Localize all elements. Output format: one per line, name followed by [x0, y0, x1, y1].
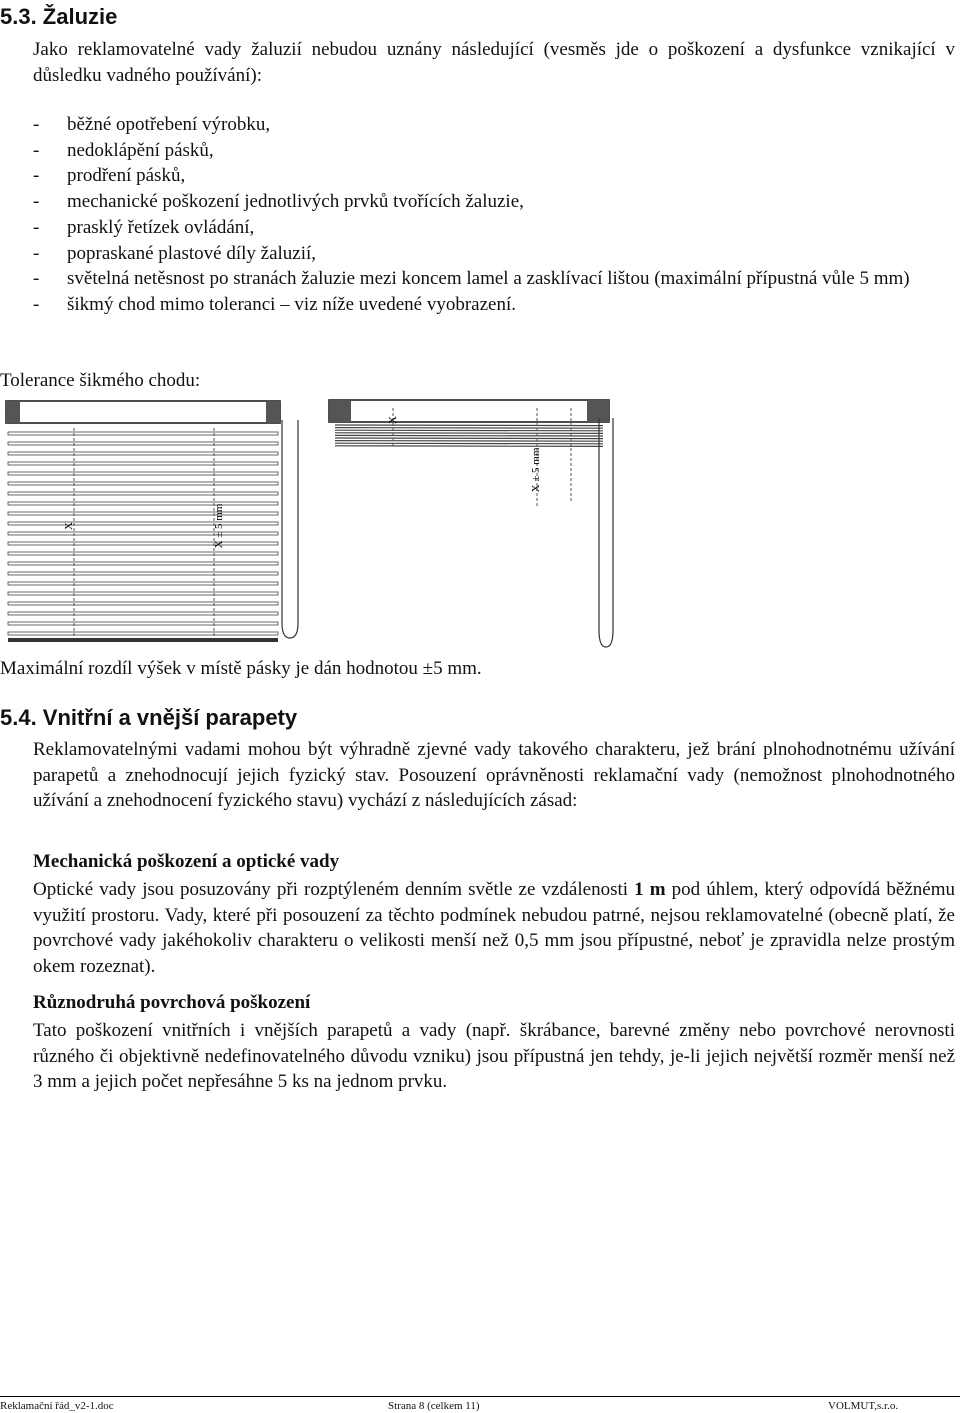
blind-slat	[8, 452, 278, 455]
list-item: - světelná netěsnost po stranách žaluzie mezi koncem lamel a zasklívací lištou (maximální přípustná vůle 5 mm)	[33, 268, 910, 290]
zaluzie-intro: Jako reklamovatelné vady žaluzií nebudou uznány následující (vesměs jde o poškození a dysfunkce vznikající v důsledku vadného používání):	[33, 39, 955, 86]
blind-slat	[8, 632, 278, 635]
blind-slat	[335, 435, 603, 436]
blind-slat	[8, 572, 278, 575]
blind-slat	[8, 612, 278, 615]
footer-company: VOLMUT,s.r.o.	[828, 1400, 899, 1412]
blind-bottom-rail	[8, 638, 278, 642]
list-item: - prasklý řetízek ovládání,	[33, 216, 255, 238]
blind-slat	[8, 592, 278, 595]
blind-slat	[8, 602, 278, 605]
list-item: - popraskané plastové díly žaluzií,	[33, 242, 317, 264]
blind-headrail	[6, 401, 280, 423]
blind-slat-stack	[335, 425, 603, 446]
label-x-tolerance: X ± 5 mm	[213, 503, 225, 549]
list-item: - běžné opotřebení výrobku,	[33, 114, 271, 135]
section-heading-parapety: 5.4. Vnitřní a vnější parapety	[0, 705, 298, 730]
blind-slat	[8, 542, 278, 545]
blind-slat	[8, 512, 278, 515]
list-item: - mechanické poškození jednotlivých prvků tvořících žaluzie,	[33, 191, 524, 213]
zaluzie-exclusion-list	[33, 112, 955, 318]
blind-slat	[8, 582, 278, 585]
blind-slat	[335, 428, 603, 429]
footer-filename: Reklamační řád_v2-1.doc	[0, 1400, 114, 1412]
mechanical-defects-text: Optické vady jsou posuzovány při rozptýleném denním světle ze vzdálenosti 1 m pod úhlem, který odpovídá běžnému využití prostoru. Vady, které při posouzení za těchto podmínek nebudou patrné, nejsou reklamovatelné (obecně platí, že povrchové vady jakéhokoliv charakteru o velikosti menší než 0,5 mm jsou přípustné, neboť je zpravidla nelze prostým okem rozeznat).	[33, 879, 956, 977]
footer-page-number: Strana 8 (celkem 11)	[388, 1400, 480, 1412]
blind-slat	[335, 438, 603, 439]
blind-headrail	[329, 400, 609, 422]
blind-slat	[335, 441, 603, 442]
list-item: - šikmý chod mimo toleranci – viz níže uvedené vyobrazení.	[33, 293, 516, 315]
list-item: - prodření pásků,	[33, 165, 186, 187]
pull-cord	[599, 418, 613, 647]
blind-slat	[335, 425, 603, 426]
label-x-tolerance: X ± 5 mm	[530, 447, 542, 493]
blind-slats	[8, 432, 278, 635]
subheading-mechanical: Mechanická poškození a optické vady	[33, 851, 340, 872]
blind-slat	[335, 433, 603, 434]
list-item: - nedoklápění pásků,	[33, 139, 214, 161]
section-heading-zaluzie: 5.3. Žaluzie	[0, 4, 118, 29]
blind-diagram-fully-lowered	[0, 398, 300, 653]
blind-slat	[8, 522, 278, 525]
label-x: X	[63, 522, 75, 530]
blind-slat	[8, 562, 278, 565]
subheading-surface: Různodruhá povrchová poškození	[33, 992, 311, 1013]
blind-slat	[8, 492, 278, 495]
blind-slat	[8, 502, 278, 505]
blind-diagram-raised	[325, 390, 625, 655]
footer-divider	[0, 1396, 960, 1397]
pull-cord	[282, 420, 298, 638]
blind-slat	[8, 552, 278, 555]
blind-slat	[335, 430, 603, 431]
blind-slat	[8, 472, 278, 475]
blind-slat	[8, 462, 278, 465]
blind-slat	[335, 446, 603, 447]
tolerance-caption: Maximální rozdíl výšek v místě pásky je dán hodnotou ±5 mm.	[0, 658, 482, 679]
blind-slat	[335, 443, 603, 444]
label-x: X	[387, 416, 399, 424]
blind-slat	[8, 622, 278, 625]
parapety-intro: Reklamovatelnými vadami mohou být výhradně zjevné vady takového charakteru, jež brání plnohodnotnému užívání parapetů a znehodnocují jejich fyzický stav. Posouzení oprávněnosti reklamační vady (nemožnost plnohodnotného užívání a znehodnocení fyzického stavu) vychází z následujících zásad:	[33, 739, 955, 811]
blind-slat	[8, 432, 278, 435]
blind-slat	[8, 532, 278, 535]
tolerance-label: Tolerance šikmého chodu:	[0, 370, 201, 391]
blind-slat	[8, 482, 278, 485]
blind-slat	[8, 442, 278, 445]
surface-damage-text: Tato poškození vnitřních i vnějších parapetů a vady (např. škrábance, barevné změny nebo povrchové nerovnosti různého či objektivně nedefinovatelného důvodu vzniku) jsou přípustná jen tehdy, je-li jejich největší rozměr menší než 3 mm a jejich počet nepřesáhne 5 ks na jednom prvku.	[33, 1020, 955, 1092]
